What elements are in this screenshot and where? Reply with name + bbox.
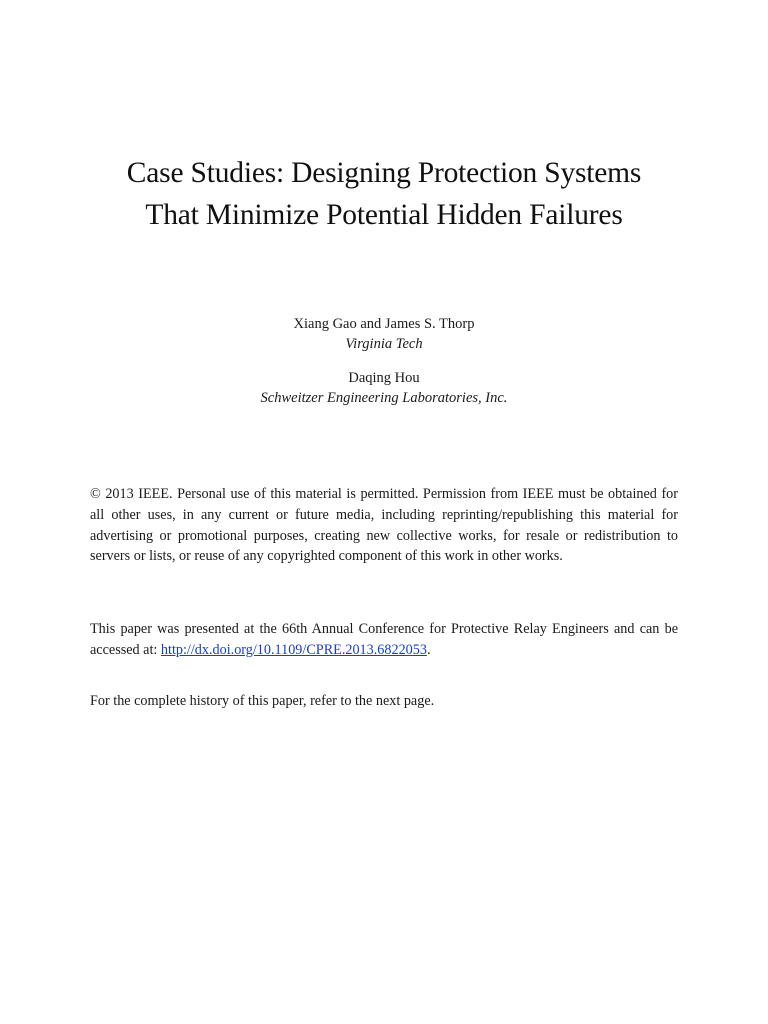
paper-title xyxy=(0,152,768,236)
author-group-2 xyxy=(0,368,768,408)
paper-title-line-2: That Minimize Potential Hidden Failures xyxy=(145,199,623,231)
presentation-note xyxy=(90,619,678,661)
history-note: For the complete history of this paper, refer to the next page. xyxy=(90,693,435,709)
author-names: Daqing Hou xyxy=(348,370,420,386)
author-names: Xiang Gao and James S. Thorp xyxy=(293,316,475,332)
presentation-note-text: This paper was presented at the 66th Annual Conference for Protective Relay Engineers and can be accessed at: xyxy=(90,621,678,658)
author-affiliation: Virginia Tech xyxy=(345,336,423,352)
author-affiliation: Schweitzer Engineering Laboratories, Inc. xyxy=(260,390,508,406)
presentation-note-trailing: . xyxy=(426,641,431,658)
doi-link[interactable]: http://dx.doi.org/10.1109/CPRE.2013.6822053 xyxy=(160,641,427,658)
paper-title-line-1: Case Studies: Designing Protection Systems xyxy=(126,157,642,189)
author-group-1 xyxy=(0,314,768,354)
copyright-notice: © 2013 IEEE. Personal use of this material is permitted. Permission from IEEE must be obtained for all other uses, in any current or future media, including reprinting/republishing this material for advertising or promotional purposes, creating new collective works, for resale or redistribution to servers or lists, or reuse of any copyrighted component of this work in other works. xyxy=(90,486,678,565)
